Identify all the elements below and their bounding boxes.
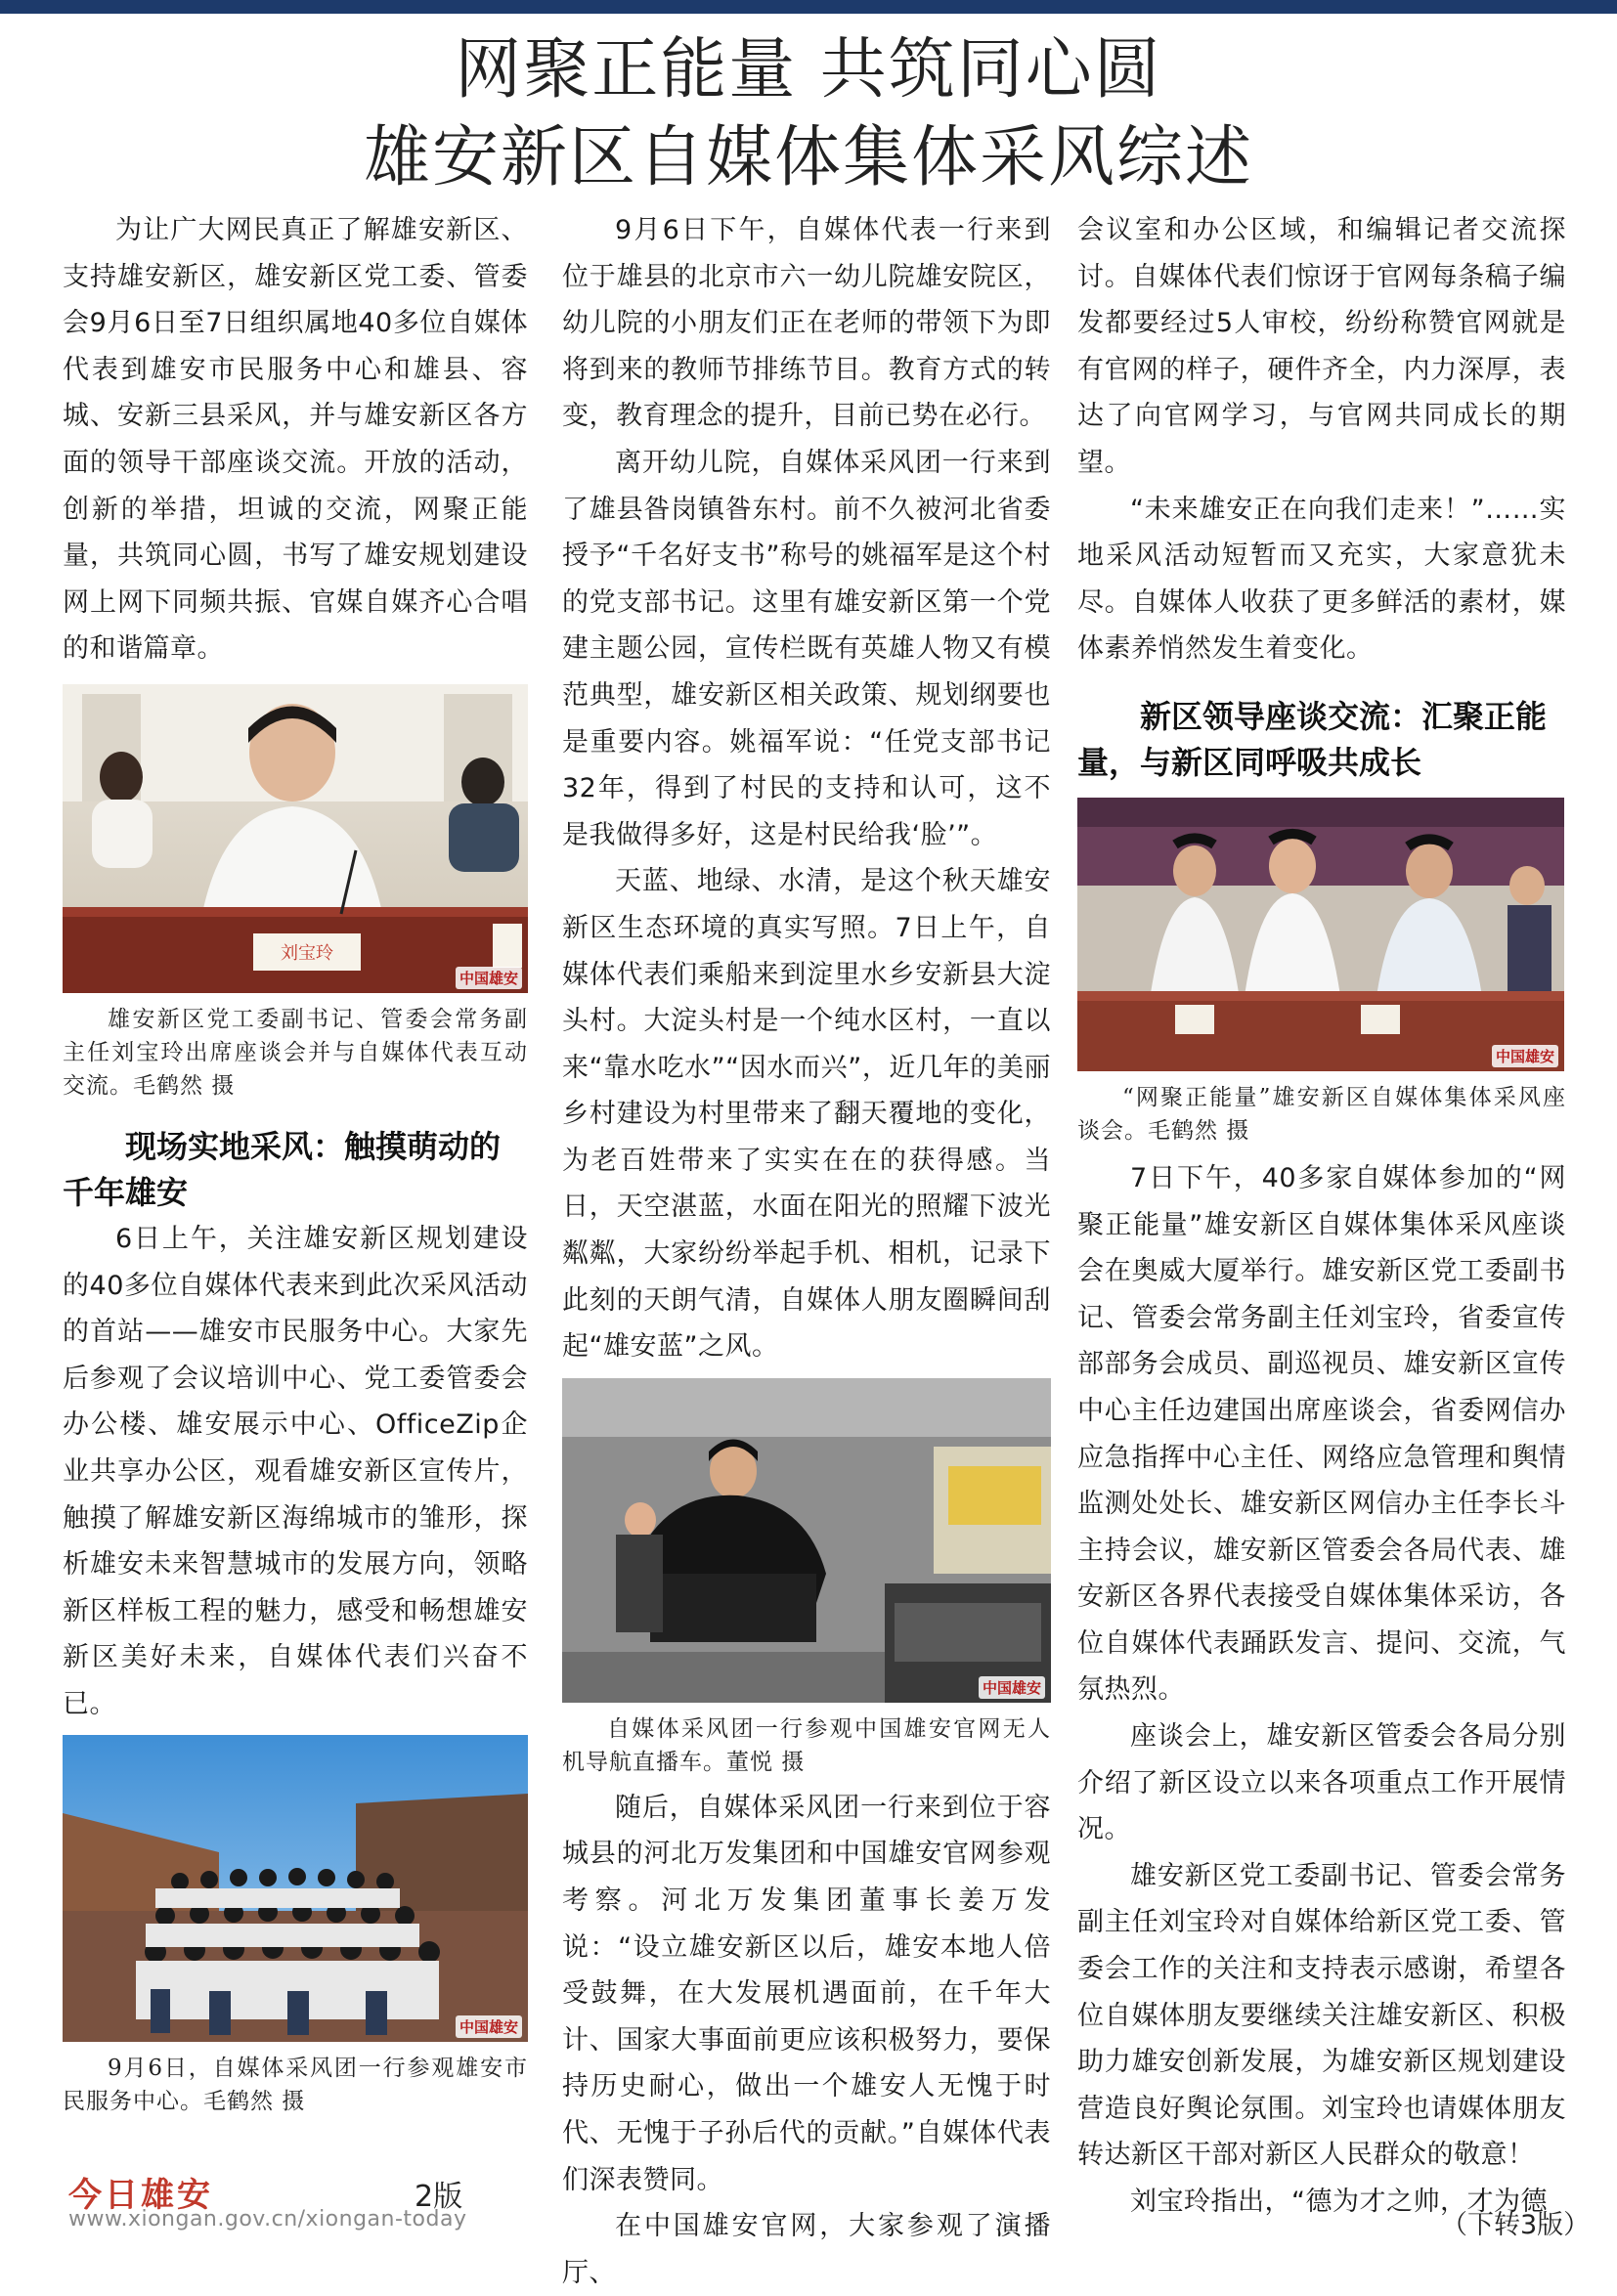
website-link[interactable]: www.xiongan.gov.cn/xiongan-today <box>68 2207 467 2231</box>
photo-drone-van-image <box>562 1378 1051 1703</box>
headline-line-2: 雄安新区自媒体集体采风综述 <box>363 119 1253 196</box>
paragraph: 座谈会上，雄安新区管委会各局分别介绍了新区设立以来各项重点工作开展情况。 <box>1077 1721 1566 1845</box>
photo-leader-speech <box>63 684 528 993</box>
top-color-bar <box>0 0 1617 14</box>
watermark-logo: 中国雄安 <box>1492 1045 1558 1067</box>
nameplate-text: 刘宝玲 <box>281 942 333 964</box>
photo-meeting <box>1077 798 1564 1071</box>
photo-leader-speech-image <box>63 684 528 993</box>
headline-line-1: 网聚正能量 共筑同心圆 <box>455 31 1162 108</box>
paragraph: 天蓝、地绿、水清，是这个秋天雄安新区生态环境的真实写照。7日上午，自媒体代表们乘船来到淀里水乡安新县大淀头村。大淀头村是一个纯水区村，一直以来“靠水吃水”“因水而兴”，近几年的美丽乡村建设为村里带来了翻天覆地的变化，为老百姓带来了实实在在的获得感。当日，天空湛蓝，水面在阳光的照耀下波光粼粼，大家纷纷举起手机、相机，记录下此刻的天朗气清，自媒体人朋友圈瞬间刮起“雄安蓝”之风。 <box>562 866 1051 1363</box>
paragraph: 在中国雄安官网，大家参观了演播厅、 <box>562 2211 1051 2288</box>
photo-caption: 自媒体采风团一行参观中国雄安官网无人机导航直播车。董悦 摄 <box>562 1715 1051 1775</box>
subheading: 新区领导座谈交流：汇聚正能量，与新区同呼吸共成长 <box>1077 697 1548 781</box>
watermark-logo: 中国雄安 <box>456 2015 522 2038</box>
photo-caption: “网聚正能量”雄安新区自媒体集体采风座谈会。毛鹤然 摄 <box>1077 1084 1566 1144</box>
paragraph: 为让广大网民真正了解雄安新区、支持雄安新区，雄安新区党工委、管委会9月6日至7日组织属地40多位自媒体代表到雄安市民服务中心和雄县、容城、安新三县采风，并与雄安新区各方面的领导干部座谈交流。开放的活动，创新的举措，坦诚的交流，网聚正能量，共筑同心圆，书写了雄安规划建设网上网下同频共振、官媒自媒齐心合唱的和谐篇章。 <box>63 215 528 665</box>
paragraph: “未来雄安正在向我们走来！”……实地采风活动短暂而又充实，大家意犹未尽。自媒体人收获了更多鲜活的素材，媒体素养悄然发生着变化。 <box>1077 494 1566 665</box>
watermark-logo: 中国雄安 <box>979 1676 1045 1699</box>
photo-group-image <box>63 1735 528 2042</box>
column-1 <box>63 207 528 2118</box>
paragraph: 刘宝玲指出，“德为才之帅，才为德 <box>1130 2187 1548 2217</box>
paragraph: 7日下午，40多家自媒体参加的“网聚正能量”雄安新区自媒体集体采风座谈会在奥威大厦举行。雄安新区党工委副书记、管委会常务副主任刘宝玲，省委宣传部部务会成员、副巡视员、雄安新区宣传中心主任边建国出席座谈会，省委网信办应急指挥中心主任、网络应急管理和舆情监测处处长、雄安新区网信办主任李长斗主持会议，雄安新区管委会各局代表、雄安新区各界代表接受自媒体集体采访，各位自媒体代表踊跃发言、提问、交流，气氛热烈。 <box>1077 1162 1566 1706</box>
photo-meeting-image <box>1077 798 1564 1071</box>
photo-group <box>63 1735 528 2042</box>
subheading: 现场实地采风：触摸萌动的千年雄安 <box>63 1127 502 1211</box>
paragraph: 9月6日下午，自媒体代表一行来到位于雄县的北京市六一幼儿院雄安院区，幼儿院的小朋友们正在老师的带领下为即将到来的教师节排练节目。教育方式的转变，教育理念的提升，目前已势在必行。 <box>562 215 1051 432</box>
continued-note: （下转3版） <box>1441 2210 1591 2240</box>
photo-drone-van <box>562 1378 1051 1703</box>
paragraph: 会议室和办公区域，和编辑记者交流探讨。自媒体代表们惊讶于官网每条稿子编发都要经过5人审校，纷纷称赞官网就是有官网的样子，硬件齐全，内力深厚，表达了向官网学习，与官网共同成长的期望。 <box>1077 215 1566 478</box>
page-number: 2版 <box>415 2180 463 2214</box>
photo-caption: 9月6日，自媒体采风团一行参观雄安市民服务中心。毛鹤然 摄 <box>63 2056 528 2115</box>
column-3 <box>1077 207 1566 2226</box>
photo-caption: 雄安新区党工委副书记、管委会常务副主任刘宝玲出席座谈会并与自媒体代表互动交流。毛鹤然 摄 <box>63 1006 528 1099</box>
paragraph: 6日上午，关注雄安新区规划建设的40多位自媒体代表来到此次采风活动的首站——雄安市民服务中心。大家先后参观了会议培训中心、党工委管委会办公楼、雄安展示中心、OfficeZip企业共享办公区，观看雄安新区宣传片，触摸了解雄安新区海绵城市的雏形，探析雄安未来智慧城市的发展方向，领略新区样板工程的魅力，感受和畅想雄安新区美好未来，自媒体代表们兴奋不已。 <box>63 1223 528 1719</box>
watermark-logo: 中国雄安 <box>456 967 522 989</box>
paragraph: 离开幼儿院，自媒体采风团一行来到了雄县昝岗镇昝东村。前不久被河北省委授予“千名好支书”称号的姚福军是这个村的党支部书记。这里有雄安新区第一个党建主题公园，宣传栏既有英雄人物又有模范典型，雄安新区相关政策、规划纲要也是重要内容。姚福军说：“任党支部书记32年，得到了村民的支持和认可，这不是我做得多好，这是村民给我‘脸’”。 <box>562 447 1051 850</box>
paragraph: 雄安新区党工委副书记、管委会常务副主任刘宝玲对自媒体给新区党工委、管委会工作的关注和支持表示感谢，希望各位自媒体朋友要继续关注雄安新区、积极助力雄安创新发展，为雄安新区规划建设营造良好舆论氛围。刘宝玲也请媒体朋友转达新区干部对新区人民群众的敬意！ <box>1077 1860 1566 2171</box>
newspaper-logo: 今日雄安 <box>68 2176 213 2215</box>
paragraph: 随后，自媒体采风团一行来到位于容城县的河北万发集团和中国雄安官网参观考察。河北万发集团董事长姜万发说：“设立雄安新区以后，雄安本地人倍受鼓舞，在大发展机遇面前，在千年大计、国家大事面前更应该积极努力，要保持历史耐心，做出一个雄安人无愧于时代、无愧于子孙后代的贡献。”自媒体代表们深表赞同。 <box>562 1792 1051 2195</box>
column-2 <box>562 207 1051 2296</box>
